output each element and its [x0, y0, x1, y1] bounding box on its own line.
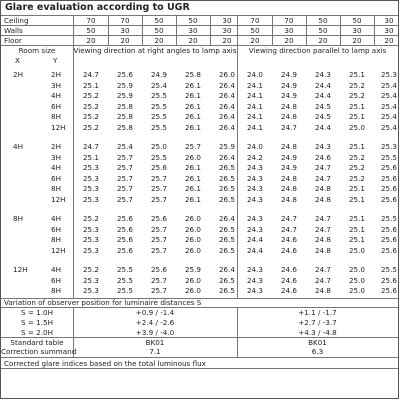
- ugr-value: 24.3: [246, 184, 263, 193]
- room-y-value: 4H: [51, 214, 61, 223]
- ugr-value: 26.4: [218, 153, 235, 162]
- reflectance-value: 30: [284, 26, 294, 35]
- ugr-value: 25.6: [150, 265, 167, 274]
- ugr-value: 25.8: [116, 112, 133, 121]
- ugr-value: 24.3: [246, 174, 263, 183]
- ugr-value: 24.0: [246, 142, 263, 151]
- ugr-value: 24.4: [246, 246, 263, 255]
- ugr-value: 24.7: [82, 142, 99, 151]
- variation-label: S = 1.5H: [21, 318, 53, 327]
- ugr-value: 26.0: [184, 286, 201, 295]
- ugr-value: 24.3: [246, 225, 263, 234]
- ugr-value: 25.4: [380, 112, 397, 121]
- ugr-value: 25.9: [184, 265, 201, 274]
- ugr-value: 25.2: [82, 265, 99, 274]
- variation-parallel: +1.1 / -1.7: [298, 308, 337, 317]
- reflectance-value: 20: [188, 36, 198, 45]
- reflectance-value: 30: [188, 26, 198, 35]
- ugr-value: 25.6: [380, 225, 397, 234]
- ugr-value: 25.6: [380, 276, 397, 285]
- ugr-value: 24.3: [246, 214, 263, 223]
- ugr-value: 24.9: [280, 91, 297, 100]
- reflectance-value: 30: [384, 16, 394, 25]
- ugr-value: 25.5: [150, 91, 167, 100]
- reflectance-label: Walls: [4, 26, 23, 35]
- correction-right: 7.1: [149, 347, 161, 356]
- reflectance-value: 70: [250, 16, 260, 25]
- ugr-value: 25.5: [150, 112, 167, 121]
- room-y-label: Y: [53, 56, 58, 65]
- ugr-value: 24.3: [314, 142, 331, 151]
- ugr-value: 26.1: [184, 123, 201, 132]
- ugr-value: 24.7: [82, 70, 99, 79]
- ugr-value: 25.1: [82, 153, 99, 162]
- ugr-value: 25.6: [380, 195, 397, 204]
- room-x-value: 4H: [13, 142, 23, 151]
- reflectance-label: Floor: [4, 36, 22, 45]
- divider: [142, 15, 143, 45]
- ugr-value: 25.2: [82, 112, 99, 121]
- ugr-value: 26.1: [184, 195, 201, 204]
- ugr-value: 25.2: [82, 102, 99, 111]
- ugr-value: 26.0: [184, 235, 201, 244]
- ugr-value: 24.4: [246, 235, 263, 244]
- ugr-value: 26.1: [184, 184, 201, 193]
- ugr-value: 24.3: [246, 276, 263, 285]
- ugr-value: 24.3: [314, 70, 331, 79]
- ugr-value: 26.0: [184, 246, 201, 255]
- room-size-label: Room size: [18, 46, 56, 55]
- ugr-value: 24.9: [280, 153, 297, 162]
- ugr-value: 24.4: [314, 81, 331, 90]
- ugr-value: 26.5: [218, 246, 235, 255]
- ugr-value: 24.5: [314, 102, 331, 111]
- ugr-value: 25.7: [116, 163, 133, 172]
- room-y-value: 4H: [51, 265, 61, 274]
- reflectance-value: 30: [352, 26, 362, 35]
- ugr-value: 24.8: [280, 102, 297, 111]
- ugr-value: 26.4: [218, 81, 235, 90]
- ugr-value: 25.5: [150, 102, 167, 111]
- ugr-value: 24.8: [280, 184, 297, 193]
- ugr-value: 24.9: [280, 81, 297, 90]
- ugr-value: 25.7: [116, 195, 133, 204]
- ugr-value: 24.8: [314, 246, 331, 255]
- ugr-value: 25.3: [82, 276, 99, 285]
- ugr-value: 25.3: [380, 70, 397, 79]
- room-y-value: 12H: [51, 123, 66, 132]
- ugr-value: 25.9: [116, 81, 133, 90]
- variation-right-angles: +0.9 / -1.4: [135, 308, 175, 317]
- reflectance-value: 30: [120, 26, 130, 35]
- ugr-value: 24.5: [314, 112, 331, 121]
- room-y-value: 8H: [51, 235, 61, 244]
- ugr-value: 25.6: [380, 246, 397, 255]
- room-y-value: 2H: [51, 70, 61, 79]
- ugr-value: 26.5: [218, 174, 235, 183]
- view-right-angles-heading: Viewing direction at right angles to lamp axis: [73, 46, 237, 55]
- ugr-value: 25.5: [380, 265, 397, 274]
- room-y-value: 3H: [51, 81, 61, 90]
- reflectance-value: 70: [86, 16, 96, 25]
- ugr-value: 24.7: [314, 276, 331, 285]
- ugr-value: 25.6: [116, 70, 133, 79]
- reflectance-value: 70: [284, 16, 294, 25]
- ugr-value: 25.8: [116, 102, 133, 111]
- ugr-value: 25.3: [82, 246, 99, 255]
- ugr-value: 25.1: [348, 214, 365, 223]
- ugr-value: 25.7: [150, 286, 167, 295]
- ugr-value: 25.3: [82, 235, 99, 244]
- ugr-value: 25.7: [150, 246, 167, 255]
- ugr-value: 24.0: [246, 70, 263, 79]
- ugr-value: 24.4: [314, 91, 331, 100]
- ugr-value: 24.7: [314, 214, 331, 223]
- reflectance-value: 20: [318, 36, 328, 45]
- ugr-value: 24.7: [314, 225, 331, 234]
- room-y-value: 6H: [51, 225, 61, 234]
- divider: [176, 15, 177, 45]
- ugr-value: 25.6: [380, 174, 397, 183]
- room-y-value: 2H: [51, 142, 61, 151]
- reflectance-value: 70: [120, 16, 130, 25]
- ugr-value: 24.3: [246, 195, 263, 204]
- room-y-value: 12H: [51, 195, 66, 204]
- ugr-value: 25.2: [348, 153, 365, 162]
- ugr-value: 24.1: [246, 123, 263, 132]
- room-y-value: 8H: [51, 286, 61, 295]
- ugr-value: 24.3: [246, 265, 263, 274]
- ugr-value: 24.4: [314, 123, 331, 132]
- ugr-value: 25.7: [150, 235, 167, 244]
- ugr-value: 24.1: [246, 112, 263, 121]
- ugr-value: 25.5: [380, 214, 397, 223]
- ugr-value: 25.0: [348, 265, 365, 274]
- reflectance-value: 30: [222, 26, 232, 35]
- ugr-value: 25.5: [150, 153, 167, 162]
- ugr-value: 25.2: [348, 91, 365, 100]
- ugr-value: 25.9: [218, 142, 235, 151]
- ugr-value: 25.5: [116, 265, 133, 274]
- ugr-value: 24.1: [246, 81, 263, 90]
- divider: [306, 15, 307, 45]
- ugr-value: 26.5: [218, 235, 235, 244]
- ugr-value: 25.1: [348, 225, 365, 234]
- ugr-value: 25.3: [82, 286, 99, 295]
- ugr-value: 26.4: [218, 102, 235, 111]
- ugr-value: 25.6: [150, 163, 167, 172]
- ugr-value: 24.6: [280, 246, 297, 255]
- ugr-value: 24.6: [280, 276, 297, 285]
- ugr-value: 26.0: [184, 153, 201, 162]
- ugr-value: 26.5: [218, 286, 235, 295]
- variation-right-angles: +3.9 / -4.0: [135, 328, 175, 337]
- ugr-value: 26.1: [184, 102, 201, 111]
- ugr-value: 25.5: [380, 153, 397, 162]
- reflectance-value: 20: [250, 36, 260, 45]
- ugr-value: 25.8: [116, 123, 133, 132]
- ugr-value: 24.9: [150, 70, 167, 79]
- room-y-value: 12H: [51, 246, 66, 255]
- ugr-value: 25.3: [82, 184, 99, 193]
- ugr-value: 25.2: [348, 174, 365, 183]
- ugr-value: 24.7: [314, 265, 331, 274]
- ugr-value: 25.5: [150, 123, 167, 132]
- ugr-value: 25.3: [82, 195, 99, 204]
- ugr-value: 24.8: [280, 112, 297, 121]
- ugr-value: 26.0: [184, 214, 201, 223]
- ugr-value: 24.8: [314, 286, 331, 295]
- ugr-value: 24.6: [280, 286, 297, 295]
- ugr-value: 25.2: [82, 214, 99, 223]
- ugr-value: 26.4: [218, 214, 235, 223]
- ugr-value: 25.1: [348, 112, 365, 121]
- variation-right-angles: +2.4 / -2.6: [135, 318, 175, 327]
- ugr-value: 24.8: [314, 235, 331, 244]
- ugr-value: 26.4: [218, 91, 235, 100]
- ugr-value: 26.0: [184, 225, 201, 234]
- ugr-value: 24.6: [280, 235, 297, 244]
- ugr-value: 24.8: [314, 184, 331, 193]
- reflectance-value: 20: [384, 36, 394, 45]
- ugr-value: 25.0: [150, 142, 167, 151]
- ugr-value: 24.3: [246, 286, 263, 295]
- reflectance-value: 50: [188, 16, 198, 25]
- ugr-value: 25.7: [116, 174, 133, 183]
- ugr-value: 26.5: [218, 184, 235, 193]
- room-y-value: 4H: [51, 163, 61, 172]
- ugr-value: 24.1: [246, 91, 263, 100]
- ugr-value: 25.7: [184, 142, 201, 151]
- divider: [374, 15, 375, 45]
- reflectance-value: 50: [154, 26, 164, 35]
- ugr-value: 24.3: [246, 163, 263, 172]
- room-x-value: 8H: [13, 214, 23, 223]
- ugr-value: 25.4: [380, 81, 397, 90]
- reflectance-value: 30: [384, 26, 394, 35]
- ugr-value: 26.5: [218, 276, 235, 285]
- ugr-value: 25.4: [380, 102, 397, 111]
- ugr-value: 24.6: [314, 153, 331, 162]
- ugr-value: 25.9: [116, 91, 133, 100]
- ugr-value: 25.5: [116, 276, 133, 285]
- ugr-value: 25.1: [348, 235, 365, 244]
- room-x-value: 12H: [13, 265, 28, 274]
- ugr-value: 25.6: [380, 184, 397, 193]
- room-y-value: 6H: [51, 102, 61, 111]
- reflectance-value: 20: [284, 36, 294, 45]
- ugr-value: 25.7: [150, 225, 167, 234]
- room-y-value: 6H: [51, 276, 61, 285]
- reflectance-value: 20: [120, 36, 130, 45]
- ugr-value: 25.1: [348, 70, 365, 79]
- variation-label: S = 2.0H: [21, 328, 53, 337]
- ugr-value: 26.1: [184, 163, 201, 172]
- ugr-value: 26.1: [184, 112, 201, 121]
- ugr-value: 25.0: [348, 286, 365, 295]
- ugr-value: 25.1: [82, 81, 99, 90]
- ugr-value: 25.6: [380, 163, 397, 172]
- standard-table-label: Standard table: [10, 338, 64, 347]
- ugr-value: 24.8: [280, 142, 297, 151]
- ugr-value: 24.8: [280, 195, 297, 204]
- ugr-value: 25.0: [348, 276, 365, 285]
- reflectance-value: 20: [154, 36, 164, 45]
- ugr-value: 24.8: [314, 195, 331, 204]
- ugr-value: 25.7: [116, 153, 133, 162]
- ugr-value: 24.2: [246, 153, 263, 162]
- table-title: Glare evaluation according to UGR: [5, 2, 190, 13]
- room-y-value: 4H: [51, 91, 61, 100]
- ugr-value: 24.7: [280, 225, 297, 234]
- ugr-value: 25.1: [348, 195, 365, 204]
- divider: [1, 357, 398, 358]
- divider: [272, 15, 273, 45]
- ugr-value: 25.4: [380, 91, 397, 100]
- ugr-value: 26.1: [184, 174, 201, 183]
- ugr-value: 26.0: [218, 70, 235, 79]
- ugr-value: 25.6: [116, 214, 133, 223]
- variation-label: S = 1.0H: [21, 308, 53, 317]
- ugr-value: 25.3: [82, 174, 99, 183]
- ugr-value: 24.7: [280, 214, 297, 223]
- reflectance-value: 50: [352, 16, 362, 25]
- ugr-value: 25.1: [348, 142, 365, 151]
- standard-table-right: BK01: [145, 338, 165, 347]
- ugr-value: 25.6: [116, 225, 133, 234]
- ugr-value: 25.6: [380, 286, 397, 295]
- ugr-value: 25.4: [150, 81, 167, 90]
- ugr-value: 24.7: [280, 123, 297, 132]
- ugr-value: 25.2: [82, 123, 99, 132]
- ugr-value: 24.9: [280, 163, 297, 172]
- ugr-value: 25.7: [150, 276, 167, 285]
- room-x-value: 2H: [13, 70, 23, 79]
- divider: [210, 15, 211, 45]
- ugr-value: 25.3: [82, 225, 99, 234]
- ugr-value: 25.0: [348, 246, 365, 255]
- ugr-value: 25.2: [348, 81, 365, 90]
- ugr-value: 25.2: [348, 163, 365, 172]
- ugr-value: 25.8: [184, 70, 201, 79]
- ugr-value: 25.6: [380, 235, 397, 244]
- ugr-value: 26.5: [218, 163, 235, 172]
- ugr-value: 25.4: [116, 142, 133, 151]
- ugr-value: 25.5: [116, 286, 133, 295]
- correction-summand-label: Correction summand: [1, 347, 77, 356]
- ugr-value: 25.6: [116, 235, 133, 244]
- ugr-value: 25.1: [348, 102, 365, 111]
- ugr-value: 24.6: [280, 265, 297, 274]
- ugr-value: 25.7: [150, 174, 167, 183]
- standard-table-parallel: BK01: [308, 338, 327, 347]
- reflectance-value: 50: [154, 16, 164, 25]
- ugr-value: 25.3: [82, 163, 99, 172]
- ugr-value: 25.7: [116, 184, 133, 193]
- ugr-value: 26.0: [184, 276, 201, 285]
- divider: [108, 15, 109, 45]
- correction-parallel: 6.3: [311, 347, 324, 356]
- ugr-value: 25.6: [116, 246, 133, 255]
- ugr-value: 25.4: [380, 123, 397, 132]
- reflectance-value: 50: [250, 26, 260, 35]
- reflectance-value: 50: [86, 26, 96, 35]
- ugr-value: 25.7: [150, 195, 167, 204]
- ugr-value: 24.9: [280, 70, 297, 79]
- room-x-label: X: [15, 56, 20, 65]
- ugr-value: 26.4: [218, 265, 235, 274]
- reflectance-label: Ceiling: [4, 16, 29, 25]
- variation-heading: Variation of observer position for luminaire distances S: [4, 298, 202, 307]
- footnote: Corrected glare indices based on the total luminous flux: [4, 359, 206, 368]
- ugr-value: 26.5: [218, 225, 235, 234]
- ugr-value: 26.1: [184, 81, 201, 90]
- ugr-value: 24.1: [246, 102, 263, 111]
- ugr-value: 25.1: [348, 184, 365, 193]
- ugr-value: 25.2: [82, 91, 99, 100]
- ugr-value: 25.0: [348, 123, 365, 132]
- reflectance-value: 20: [86, 36, 96, 45]
- reflectance-value: 50: [318, 16, 328, 25]
- reflectance-value: 50: [318, 26, 328, 35]
- variation-parallel: +4.3 / -4.8: [298, 328, 337, 337]
- divider: [1, 368, 398, 369]
- ugr-value: 24.8: [280, 174, 297, 183]
- room-y-value: 6H: [51, 174, 61, 183]
- reflectance-value: 20: [352, 36, 362, 45]
- variation-parallel: +2.7 / -3.7: [298, 318, 337, 327]
- reflectance-value: 30: [222, 16, 232, 25]
- room-y-value: 3H: [51, 153, 61, 162]
- ugr-value: 25.6: [150, 214, 167, 223]
- ugr-value: 26.4: [218, 123, 235, 132]
- room-y-value: 8H: [51, 184, 61, 193]
- room-y-value: 8H: [51, 112, 61, 121]
- ugr-value: 26.4: [218, 112, 235, 121]
- ugr-value: 25.7: [150, 184, 167, 193]
- ugr-value: 26.1: [184, 91, 201, 100]
- reflectance-value: 20: [222, 36, 232, 45]
- view-parallel-heading: Viewing direction parallel to lamp axis: [248, 46, 387, 55]
- divider: [340, 15, 341, 45]
- ugr-value: 26.5: [218, 195, 235, 204]
- ugr-value: 25.3: [380, 142, 397, 151]
- ugr-value: 24.7: [314, 174, 331, 183]
- ugr-value: 24.7: [314, 163, 331, 172]
